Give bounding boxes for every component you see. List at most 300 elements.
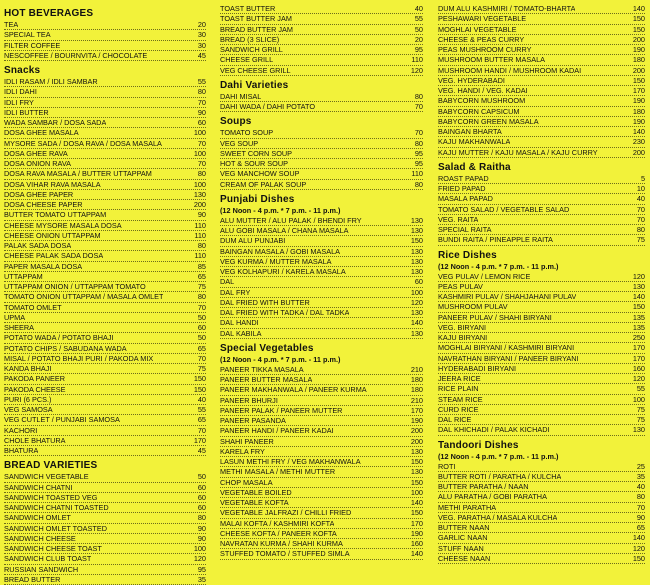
- menu-item-name: DAL RICE: [438, 415, 472, 424]
- menu-item-name: DAL FRIED WITH TADKA / DAL TADKA: [220, 308, 350, 317]
- menu-item: [4, 544, 206, 554]
- menu-item-name: DAL FRY: [220, 287, 251, 297]
- menu-item: [438, 174, 645, 184]
- menu-item-name: PANEER HANDI / PANEER KADAI: [220, 426, 334, 436]
- menu-item: [4, 87, 206, 97]
- menu-item: [4, 483, 206, 493]
- menu-item: [220, 318, 423, 328]
- menu-item: [438, 364, 645, 374]
- menu-item-name: RICE PLAIN: [438, 384, 479, 394]
- menu-item-name: ALU MUTTER / ALU PALAK / BHENDI FRY: [220, 215, 362, 225]
- menu-item-name: MISAL / POTATO BHAJI PURI / PAKODA MIX: [4, 353, 154, 363]
- menu-item-name: STUFFED TOMATO / STUFFED SIMLA: [220, 549, 350, 559]
- menu-item-price: 20: [414, 34, 423, 44]
- menu-item-price: 110: [194, 251, 206, 261]
- menu-item: [438, 235, 645, 245]
- menu-item: [4, 221, 206, 231]
- menu-item-price: 160: [632, 363, 645, 373]
- menu-item: [4, 344, 206, 354]
- menu-item-price: 140: [632, 4, 645, 13]
- menu-item: [4, 565, 206, 575]
- menu-item-name: CHEESE ONION UTTAPPAM: [4, 230, 101, 240]
- menu-item: [438, 14, 645, 24]
- menu-item: [220, 149, 423, 159]
- menu-item-price: 150: [632, 24, 645, 34]
- menu-item: [220, 267, 423, 277]
- menu-item-price: 40: [636, 194, 645, 204]
- menu-item-price: 55: [636, 384, 645, 394]
- menu-item-price: 150: [410, 508, 423, 518]
- section-heading: Salad & Raitha: [438, 161, 511, 173]
- menu-item-price: 150: [632, 553, 645, 563]
- menu-item-name: PANEER PULAV / SHAHI BIRYANI: [438, 312, 552, 322]
- menu-item: [220, 457, 423, 467]
- menu-item-name: VEG PULAV / LEMON RICE: [438, 271, 531, 281]
- menu-item-price: 75: [636, 235, 645, 245]
- menu-item-name: POTATO CHIPS / SABUDANA WADA: [4, 343, 127, 353]
- menu-item: [4, 534, 206, 544]
- menu-item-price: 80: [636, 225, 645, 234]
- menu-item-price: 60: [197, 492, 206, 502]
- menu-item-price: 160: [410, 539, 423, 548]
- menu-item-price: 130: [410, 328, 423, 338]
- menu-item: [438, 395, 645, 405]
- menu-section-continued: [438, 4, 645, 158]
- menu-item: [438, 384, 645, 394]
- menu-item: [438, 513, 645, 523]
- menu-item: [438, 374, 645, 384]
- menu-item-name: KAJU MUTTER / KAJU MASALA / KAJU CURRY: [438, 147, 598, 157]
- menu-item-name: CHEESE KOFTA / PANEER KOFTA: [220, 528, 337, 538]
- menu-item-price: 190: [632, 45, 645, 54]
- menu-item-price: 75: [636, 415, 645, 424]
- menu-item-name: PALAK SADA DOSA: [4, 241, 72, 250]
- section-hours: (12 Noon - 4 p.m. * 7 p.m. - 11 p.m.): [438, 261, 559, 271]
- menu-item: [438, 425, 645, 435]
- menu-item: [4, 364, 206, 374]
- menu-item-price: 130: [410, 226, 423, 235]
- menu-item-price: 35: [636, 471, 645, 481]
- menu-item: [4, 77, 206, 87]
- menu-item: [220, 385, 423, 395]
- menu-item: [4, 472, 206, 482]
- menu-section-tandoori-dishes: [438, 439, 645, 565]
- menu-item-price: 190: [410, 416, 423, 425]
- menu-item: [4, 262, 206, 272]
- menu-item-name: UTTAPPAM ONION / UTTAPPAM TOMATO: [4, 282, 146, 291]
- menu-item-name: VEG. RAITA: [438, 214, 479, 224]
- menu-item-name: GARLIC NAAN: [438, 533, 488, 543]
- menu-item-price: 135: [632, 322, 645, 332]
- menu-item-name: KANDA BHAJI: [4, 364, 52, 373]
- menu-item: [4, 272, 206, 282]
- menu-item-price: 130: [410, 308, 423, 317]
- menu-item-name: BREAD (3 SLICE): [220, 34, 280, 44]
- menu-item-price: 70: [197, 425, 206, 435]
- menu-item: [4, 30, 206, 40]
- menu-item: [4, 200, 206, 210]
- menu-item-name: PANEER PASANDA: [220, 416, 286, 425]
- menu-item: [220, 45, 423, 55]
- menu-item-name: SANDWICH CHEESE: [4, 533, 76, 543]
- menu-item-price: 40: [636, 482, 645, 491]
- menu-item: [220, 298, 423, 308]
- menu-item-price: 150: [632, 302, 645, 312]
- menu-item-price: 50: [197, 312, 206, 322]
- menu-item-name: SANDWICH CHATNI: [4, 482, 73, 492]
- menu-item: [438, 533, 645, 543]
- menu-item-name: VEG. HYDERABADI: [438, 75, 505, 85]
- menu-item-name: SANDWICH TOASTED VEG: [4, 492, 98, 502]
- menu-item: [4, 354, 206, 364]
- menu-item-price: 180: [632, 106, 645, 116]
- menu-item-price: 140: [410, 498, 423, 507]
- menu-item-price: 75: [636, 404, 645, 414]
- menu-item-name: KASHMIRI PULAV / SHAHJAHANI PULAV: [438, 292, 577, 301]
- menu-item-price: 130: [632, 281, 645, 291]
- menu-item: [220, 426, 423, 436]
- menu-item-name: LASUN METHI FRY / VEG MAKHANWALA: [220, 457, 361, 466]
- menu-item-price: 130: [410, 256, 423, 266]
- section-heading: BREAD VARIETIES: [4, 460, 98, 472]
- menu-item: [4, 98, 206, 108]
- menu-item: [220, 226, 423, 236]
- menu-item-price: 190: [632, 116, 645, 126]
- menu-item-price: 80: [414, 91, 423, 101]
- menu-item-name: DAL KHICHADI / PALAK KICHADI: [438, 425, 550, 435]
- menu-item-price: 80: [197, 87, 206, 97]
- menu-item-price: 70: [636, 204, 645, 214]
- menu-item: [438, 184, 645, 194]
- menu-item-name: ROAST PAPAD: [438, 173, 489, 183]
- menu-item-price: 180: [410, 385, 423, 395]
- menu-item-name: DAL FRIED WITH BUTTER: [220, 297, 310, 307]
- menu-item-price: 130: [410, 467, 423, 477]
- menu-item: [220, 277, 423, 287]
- menu-item-name: PURI (6 PCS.): [4, 394, 52, 404]
- menu-item: [438, 462, 645, 472]
- menu-column-2: [220, 4, 423, 560]
- menu-item-name: MALAI KOFTA / KASHMIRI KOFTA: [220, 518, 335, 528]
- menu-section-rice-dishes: [438, 249, 645, 436]
- menu-item-price: 95: [197, 564, 206, 574]
- menu-item-name: CHEESE GRILL: [220, 55, 274, 65]
- menu-item-name: UPMA: [4, 312, 26, 322]
- menu-item-name: SANDWICH GRILL: [220, 45, 283, 54]
- menu-item-price: 180: [410, 375, 423, 384]
- menu-item-price: 210: [410, 395, 423, 405]
- menu-item-name: PAKODA CHEESE: [4, 384, 66, 394]
- menu-item-name: CURD RICE: [438, 404, 479, 414]
- menu-item: [220, 488, 423, 498]
- menu-item: [4, 108, 206, 118]
- menu-item-price: 95: [414, 148, 423, 158]
- menu-item-price: 150: [632, 14, 645, 24]
- menu-item-name: NAVRATHAN BIRYANI / PANEER BIRYANI: [438, 353, 579, 363]
- menu-item: [220, 288, 423, 298]
- menu-item-name: BABYCORN CAPSICUM: [438, 106, 520, 116]
- menu-item-price: 60: [197, 118, 206, 127]
- section-heading: HOT BEVERAGES: [4, 8, 94, 19]
- menu-item-price: 70: [636, 214, 645, 224]
- menu-item-name: SHAHI PANEER: [220, 436, 274, 446]
- menu-item-price: 110: [411, 55, 423, 65]
- menu-item-price: 135: [632, 312, 645, 322]
- menu-item-name: VEG CHEESE GRILL: [220, 65, 291, 75]
- menu-item: [438, 405, 645, 415]
- menu-item-price: 55: [414, 14, 423, 24]
- menu-item-name: STUFF NAAN: [438, 543, 484, 553]
- menu-item-price: 200: [632, 34, 645, 44]
- menu-item-name: KARELA FRY: [220, 446, 265, 456]
- menu-item-price: 150: [410, 477, 423, 487]
- menu-item: [220, 180, 423, 190]
- menu-item-price: 85: [197, 261, 206, 271]
- menu-item-price: 10: [636, 184, 645, 193]
- menu-item-name: MUSHROOM BUTTER MASALA: [438, 55, 546, 65]
- menu-item: [220, 35, 423, 45]
- menu-item-name: CHEESE NAAN: [438, 553, 491, 563]
- menu-item: [220, 529, 423, 539]
- menu-item: [220, 159, 423, 169]
- menu-item-price: 65: [636, 523, 645, 532]
- section-hours: (12 Noon - 4 p.m. * 7 p.m. - 11 p.m.): [220, 354, 341, 364]
- menu-section-hot-beverages: [4, 7, 206, 61]
- menu-item: [4, 374, 206, 384]
- menu-item: [220, 406, 423, 416]
- menu-item-name: PAPER MASALA DOSA: [4, 261, 83, 271]
- menu-item: [220, 216, 423, 226]
- menu-item-price: 70: [636, 502, 645, 512]
- menu-item-name: BREAD BUTTER: [4, 574, 61, 584]
- menu-item-price: 150: [632, 75, 645, 85]
- menu-item-price: 250: [632, 333, 645, 342]
- section-heading: Soups: [220, 116, 252, 128]
- menu-item: [438, 492, 645, 502]
- menu-item: [220, 25, 423, 35]
- menu-item: [4, 493, 206, 503]
- menu-item: [438, 272, 645, 282]
- menu-item-price: 120: [632, 543, 645, 553]
- menu-item-price: 170: [632, 343, 645, 353]
- section-hours: (12 Noon - 4 p.m. * 7 p.m. - 11 p.m.): [438, 451, 559, 461]
- menu-item-name: PAKODA PANEER: [4, 374, 65, 384]
- menu-item-price: 120: [632, 271, 645, 281]
- menu-item: [438, 194, 645, 204]
- menu-item: [220, 55, 423, 65]
- menu-item-name: VEG SOUP: [220, 138, 259, 148]
- menu-section-salad-raitha: [438, 161, 645, 246]
- section-heading: Rice Dishes: [438, 249, 497, 261]
- section-heading: Tandoori Dishes: [438, 439, 519, 451]
- menu-item: [438, 225, 645, 235]
- menu-item-price: 60: [414, 277, 423, 287]
- menu-item-price: 150: [410, 236, 423, 246]
- menu-item-price: 95: [414, 45, 423, 54]
- menu-item: [4, 292, 206, 302]
- menu-item-name: NAVRATAN KURMA / SHAHI KURMA: [220, 539, 343, 548]
- menu-item-name: VEG KURMA / MUTTER MASALA: [220, 256, 332, 266]
- menu-item-name: POTATO WADA / POTATO BHAJI: [4, 333, 114, 343]
- menu-item-price: 5: [640, 173, 645, 183]
- menu-item-price: 60: [197, 482, 206, 492]
- menu-item-name: TOAST BUTTER JAM: [220, 14, 292, 24]
- menu-item-price: 140: [632, 533, 645, 543]
- menu-item-name: STEAM RICE: [438, 394, 483, 404]
- menu-item-price: 70: [414, 128, 423, 138]
- menu-item-name: ALU GOBI MASALA / CHANA MASALA: [220, 226, 349, 235]
- menu-item-price: 110: [194, 220, 206, 230]
- menu-item-name: VEG. HANDI / VEG. KADAI: [438, 86, 528, 95]
- menu-item: [220, 396, 423, 406]
- menu-item-name: VEG SAMOSA: [4, 405, 53, 414]
- menu-item-name: METHI PARATHA: [438, 502, 497, 512]
- menu-item: [220, 4, 423, 14]
- menu-item: [220, 549, 423, 559]
- menu-item-name: NESCOFFEE / BOURNVITA / CHOCOLATE: [4, 50, 148, 60]
- menu-item-price: 80: [197, 513, 206, 523]
- menu-item: [4, 241, 206, 251]
- menu-item: [438, 415, 645, 425]
- menu-item-price: 80: [636, 492, 645, 502]
- menu-item: [438, 96, 645, 106]
- menu-item-name: VEG MANCHOW SOUP: [220, 169, 300, 179]
- menu-item: [438, 117, 645, 127]
- menu-item-price: 100: [632, 394, 645, 404]
- menu-item-price: 70: [197, 97, 206, 107]
- menu-section-continued: [220, 4, 423, 76]
- menu-item: [4, 446, 206, 456]
- menu-item-name: DAL HANDI: [220, 318, 259, 328]
- menu-item: [220, 92, 423, 102]
- menu-item-price: 170: [632, 86, 645, 95]
- menu-item: [220, 478, 423, 488]
- menu-item-name: DOSA RAVA MASALA / BUTTER UTTAPPAM: [4, 169, 152, 179]
- menu-item-name: TOMATO OMLET: [4, 302, 62, 312]
- menu-item-price: 180: [632, 55, 645, 65]
- menu-item-price: 130: [410, 215, 423, 225]
- menu-item-name: UTTAPPAM: [4, 271, 43, 281]
- menu-item-price: 120: [632, 374, 645, 383]
- menu-item-name: TEA: [4, 20, 19, 29]
- menu-item: [4, 159, 206, 169]
- menu-item: [220, 416, 423, 426]
- menu-item-price: 90: [197, 210, 206, 220]
- menu-item: [438, 137, 645, 147]
- menu-column-3: [438, 4, 645, 564]
- section-heading: Dahi Varieties: [220, 79, 289, 91]
- menu-item-name: SANDWICH CHATNI TOASTED: [4, 503, 109, 512]
- menu-item-name: DOSA CHEESE PAPER: [4, 200, 83, 209]
- menu-item-name: IDLI FRY: [4, 97, 34, 107]
- menu-item-name: JEERA RICE: [438, 374, 481, 383]
- menu-item-name: HOT & SOUR SOUP: [220, 159, 288, 168]
- menu-item-price: 200: [410, 426, 423, 436]
- menu-item-name: BAINGAN BHARTA: [438, 127, 502, 136]
- menu-item: [220, 539, 423, 549]
- menu-item-price: 40: [414, 4, 423, 13]
- menu-item: [438, 25, 645, 35]
- menu-item-price: 170: [410, 405, 423, 415]
- menu-item: [4, 313, 206, 323]
- section-hours: (12 Noon - 4 p.m. * 7 p.m. - 11 p.m.): [220, 205, 341, 215]
- menu-item-name: MOGHLAI VEGETABLE: [438, 24, 517, 34]
- menu-item: [220, 498, 423, 508]
- menu-item: [220, 329, 423, 339]
- menu-item: [220, 128, 423, 138]
- menu-item-name: TOAST BUTTER: [220, 4, 276, 13]
- menu-item: [438, 4, 645, 14]
- menu-item: [220, 102, 423, 112]
- menu-item-price: 130: [410, 267, 423, 276]
- section-heading: Special Vegetables: [220, 342, 314, 354]
- menu-item-name: DOSA ONION RAVA: [4, 159, 72, 168]
- menu-item: [438, 205, 645, 215]
- menu-item-name: PANEER TIKKA MASALA: [220, 364, 304, 374]
- menu-item: [4, 524, 206, 534]
- menu-item: [4, 149, 206, 159]
- menu-item: [438, 45, 645, 55]
- menu-item: [4, 303, 206, 313]
- menu-item-price: 120: [410, 297, 423, 307]
- menu-item-price: 100: [193, 128, 206, 138]
- menu-item-price: 70: [197, 138, 206, 148]
- menu-item-name: PANEER BHURJI: [220, 395, 278, 405]
- menu-item-name: SANDWICH OMLET TOASTED: [4, 523, 107, 533]
- menu-item-price: 80: [197, 241, 206, 250]
- menu-item-price: 60: [197, 323, 206, 332]
- menu-item-name: SHEERA: [4, 323, 35, 332]
- menu-item-price: 50: [197, 333, 206, 343]
- menu-item-name: DUM ALU KASHMIRI / TOMATO-BHARTA: [438, 4, 576, 13]
- menu-item-name: DAHI WADA / DAHI POTATO: [220, 102, 316, 111]
- menu-item-name: KAJU BIRYANI: [438, 333, 488, 342]
- menu-item-price: 70: [197, 159, 206, 168]
- menu-item-price: 70: [197, 353, 206, 363]
- menu-item: [438, 503, 645, 513]
- menu-item: [438, 554, 645, 564]
- menu-item-name: SWEET CORN SOUP: [220, 148, 293, 158]
- menu-item-name: CHEESE & PEAS CURRY: [438, 34, 525, 44]
- menu-item-name: VEG CUTLET / PUNJABI SAMOSA: [4, 415, 120, 425]
- menu-item-name: DOSA GHEE MASALA: [4, 128, 79, 138]
- menu-item-name: FILTER COFFEE: [4, 40, 61, 50]
- menu-item-name: PANEER MAKHANWALA / PANEER KURMA: [220, 385, 367, 395]
- menu-item-name: ALU PARATHA / GOBI PARATHA: [438, 492, 547, 502]
- menu-item: [4, 426, 206, 436]
- menu-item-name: SANDWICH OMLET: [4, 513, 71, 523]
- menu-item-price: 110: [194, 230, 206, 240]
- menu-item-name: MUSHROOM PULAV: [438, 302, 508, 312]
- menu-item-name: DAL: [220, 277, 235, 287]
- menu-item: [4, 282, 206, 292]
- menu-item: [4, 51, 206, 61]
- menu-item: [4, 385, 206, 395]
- menu-item-name: BUTTER ROTI / PARATHA / KULCHA: [438, 471, 562, 481]
- menu-item-price: 130: [410, 446, 423, 456]
- menu-item-name: HYDERABADI BIRYANI: [438, 363, 516, 373]
- menu-item: [4, 190, 206, 200]
- section-heading: Snacks: [4, 65, 41, 76]
- menu-item: [4, 41, 206, 51]
- menu-item-price: 80: [414, 138, 423, 148]
- menu-item-price: 120: [193, 554, 206, 564]
- menu-item-price: 100: [193, 179, 206, 189]
- menu-item: [220, 66, 423, 76]
- menu-item-price: 50: [414, 24, 423, 34]
- menu-item: [220, 375, 423, 385]
- menu-item-price: 140: [410, 318, 423, 328]
